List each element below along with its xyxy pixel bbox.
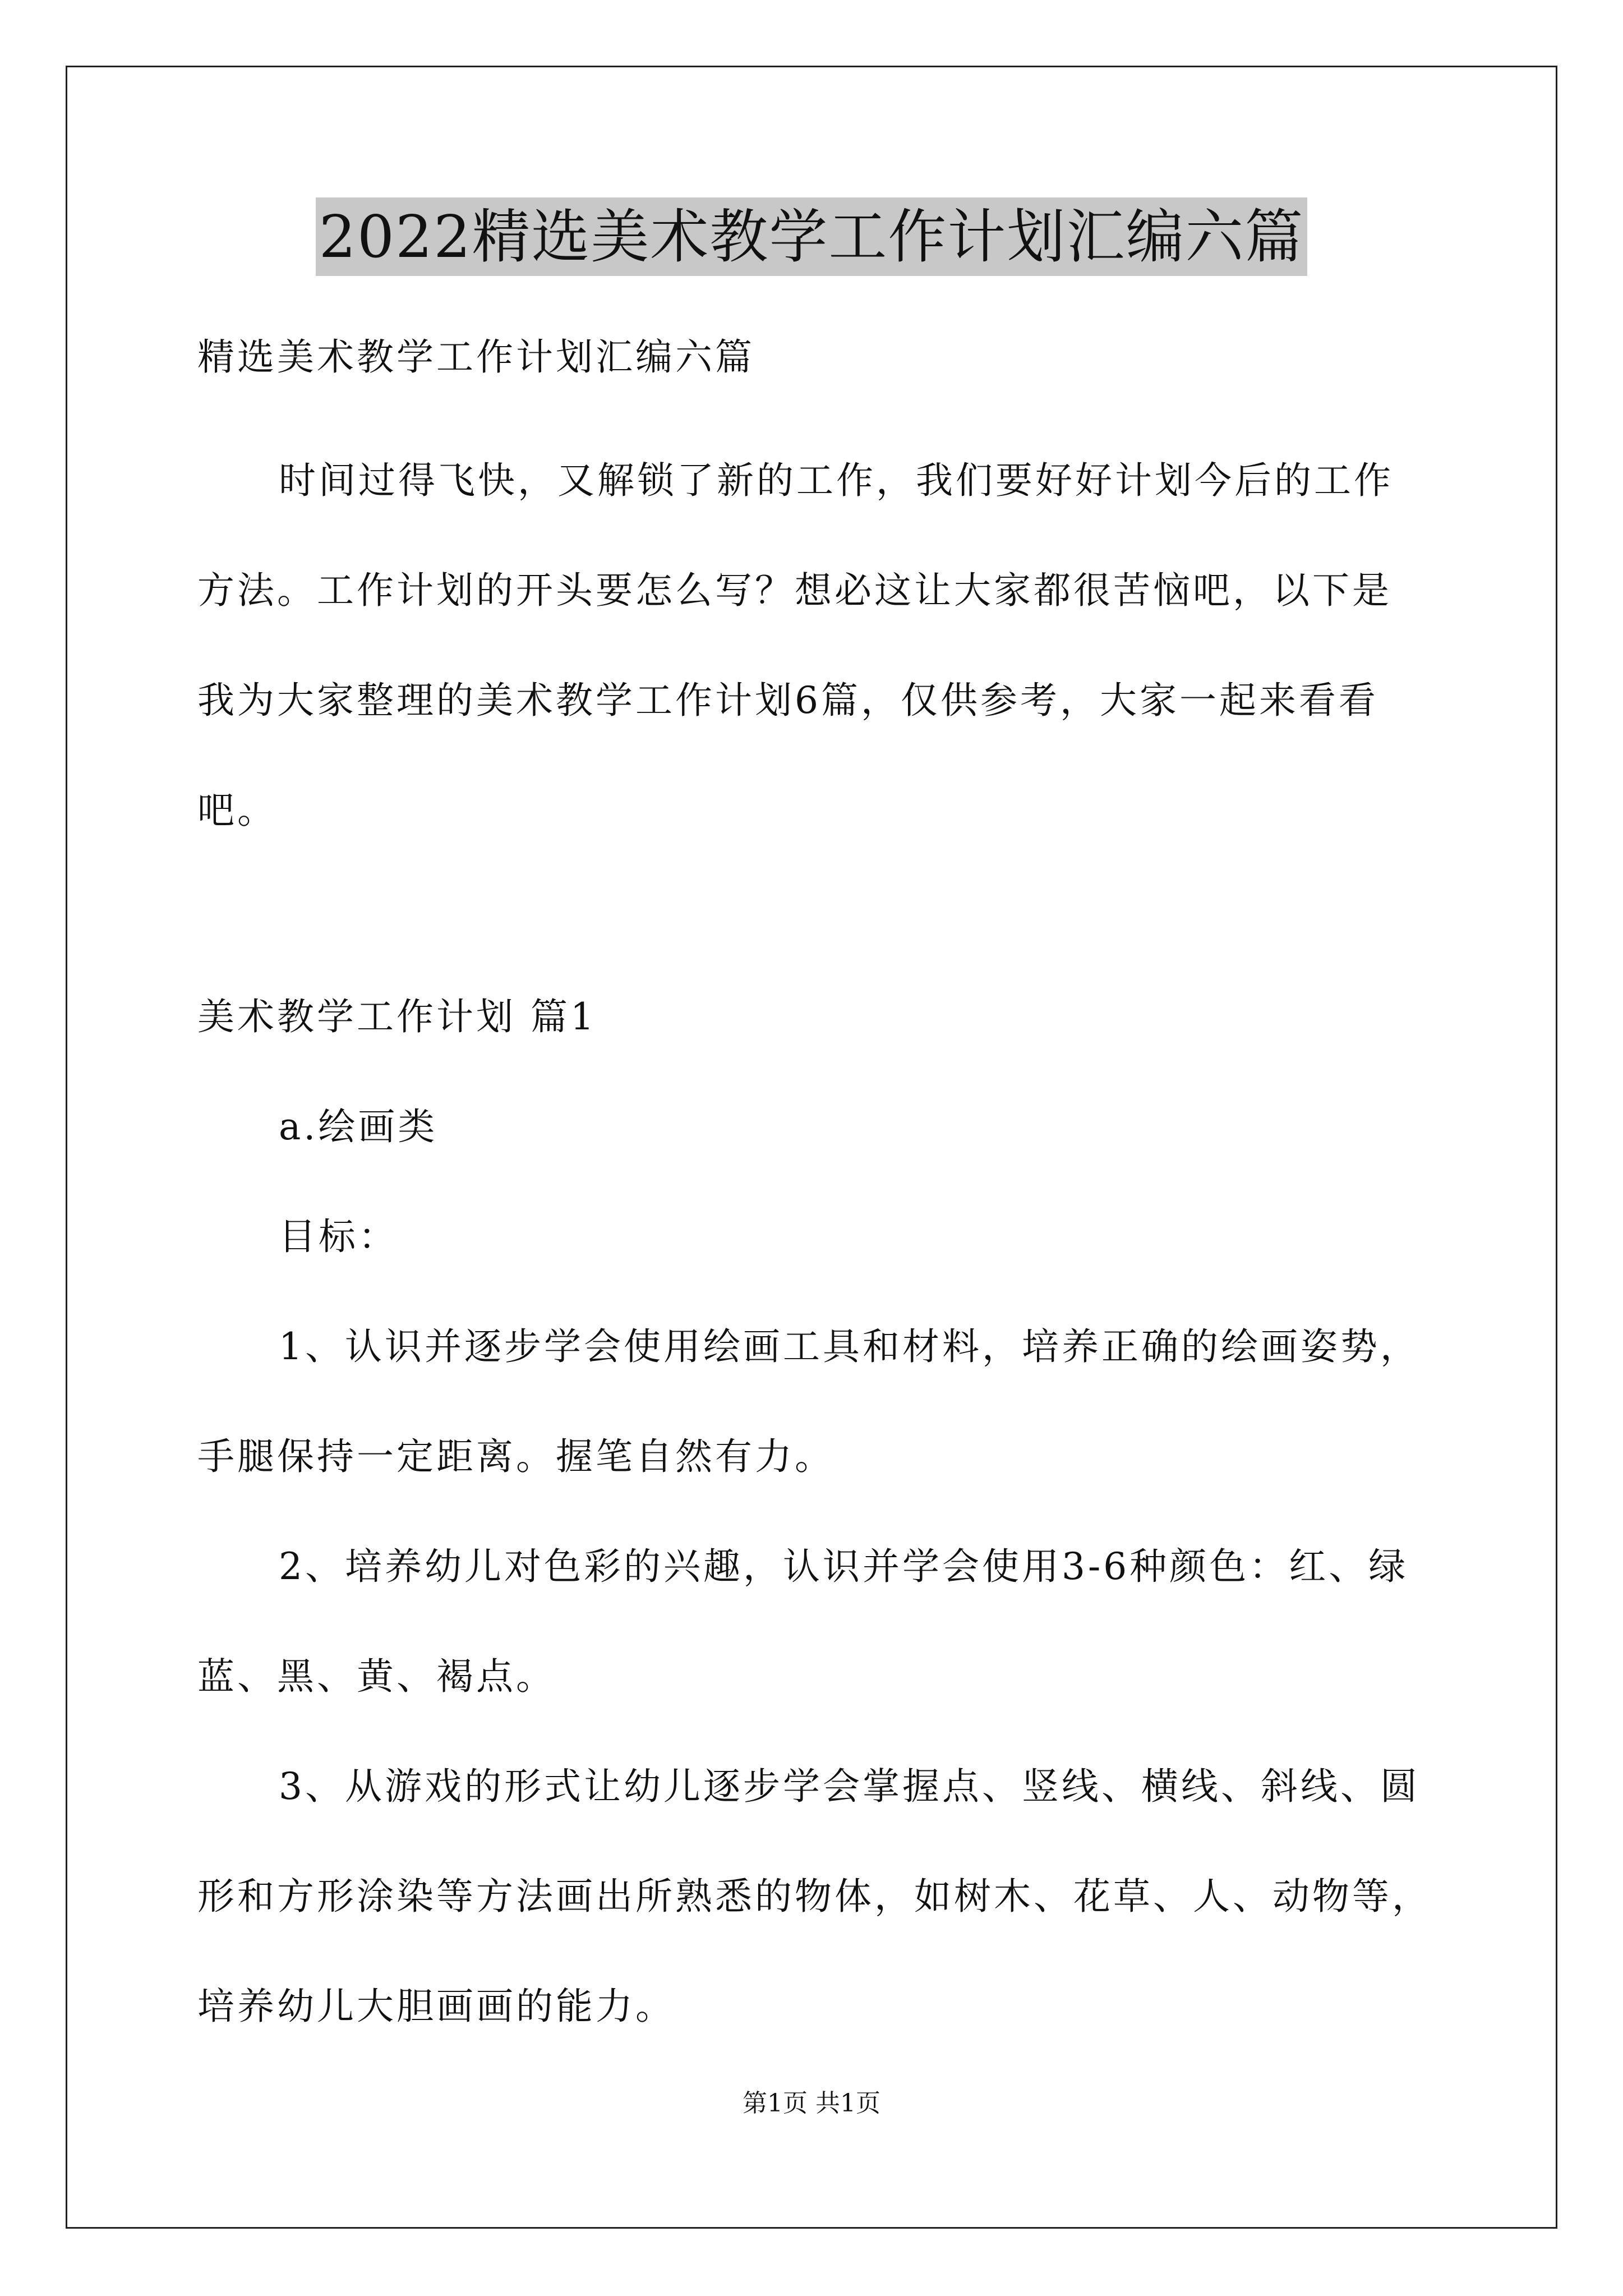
goal-line-4: 蓝、黑、黄、褐点。 [197,1655,556,1698]
category-label: a.绘画类 [279,1105,438,1148]
goal-line-2: 手腿保持一定距离。握笔自然有力。 [197,1435,834,1478]
title-container [0,197,1623,276]
intro-line-4: 吧。 [197,789,277,832]
document-subtitle: 精选美术教学工作计划汇编六篇 [197,335,755,379]
goal-line-6: 形和方形涂染等方法画出所熟悉的物体，如树木、花草、人、动物等， [197,1875,1432,1918]
intro-line-3: 我为大家整理的美术教学工作计划6篇，仅供参考，大家一起来看看 [197,679,1378,722]
goals-label: 目标： [279,1215,398,1258]
page-footer: 第1页 共1页 [743,2089,880,2118]
section-heading: 美术教学工作计划 篇1 [197,995,597,1038]
goal-line-7: 培养幼儿大胆画画的能力。 [197,1985,675,2028]
goal-line-1: 1、认识并逐步学会使用绘画工具和材料，培养正确的绘画姿势， [279,1325,1420,1368]
goal-line-5: 3、从游戏的形式让幼儿逐步学会掌握点、竖线、横线、斜线、圆 [279,1765,1420,1808]
intro-line-2: 方法。工作计划的开头要怎么写？想必这让大家都很苦恼吧，以下是 [197,569,1392,612]
document-title: 2022精选美术教学工作计划汇编六篇 [316,197,1308,276]
goal-line-3: 2、培养幼儿对色彩的兴趣，认识并学会使用3-6种颜色：红、绿 [279,1545,1409,1588]
intro-line-1: 时间过得飞快，又解锁了新的工作，我们要好好计划今后的工作 [279,459,1394,502]
